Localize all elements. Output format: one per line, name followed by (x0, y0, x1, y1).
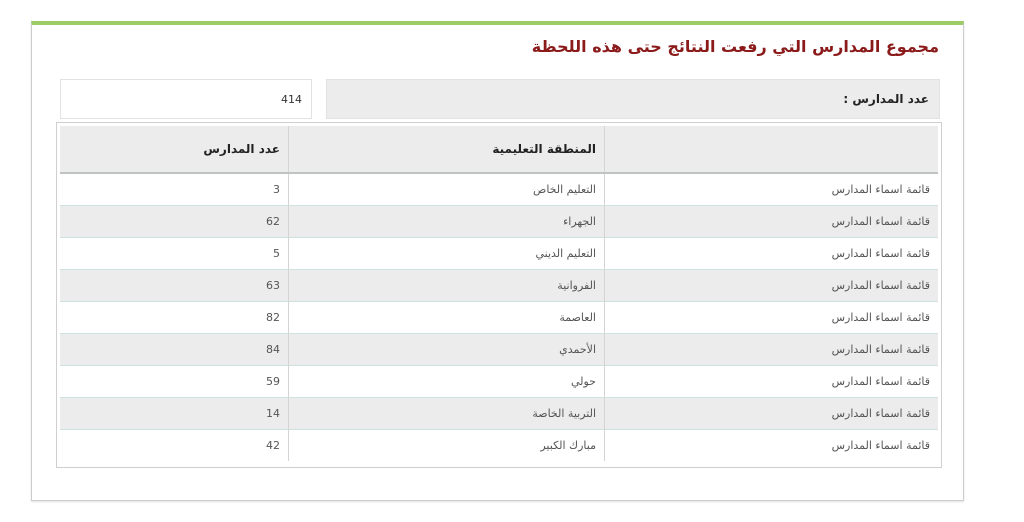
header-links (605, 126, 939, 173)
school-count-label: عدد المدارس : (326, 79, 940, 119)
results-panel (31, 21, 964, 501)
region-name: التعليم الخاص (289, 173, 605, 205)
school-list-link[interactable]: قائمة اسماء المدارس (605, 365, 939, 397)
school-list-link[interactable]: قائمة اسماء المدارس (605, 429, 939, 461)
school-list-link[interactable]: قائمة اسماء المدارس (605, 237, 939, 269)
header-region: المنطقة التعليمية (289, 126, 605, 173)
table-row (60, 397, 938, 429)
region-name: الجهراء (289, 205, 605, 237)
table-header-row (60, 126, 938, 173)
table-row (60, 365, 938, 397)
region-name: الفروانية (289, 269, 605, 301)
school-count-summary (60, 79, 940, 119)
regions-table-container (56, 122, 942, 468)
table-row (60, 269, 938, 301)
region-name: مبارك الكبير (289, 429, 605, 461)
region-name: التعليم الديني (289, 237, 605, 269)
region-name: حولي (289, 365, 605, 397)
school-count-value: 414 (60, 79, 312, 119)
table-row (60, 429, 938, 461)
school-list-link[interactable]: قائمة اسماء المدارس (605, 333, 939, 365)
school-count: 84 (60, 333, 289, 365)
regions-table (60, 126, 938, 461)
school-count: 63 (60, 269, 289, 301)
table-row (60, 333, 938, 365)
school-list-link[interactable]: قائمة اسماء المدارس (605, 173, 939, 205)
table-row (60, 301, 938, 333)
school-list-link[interactable]: قائمة اسماء المدارس (605, 269, 939, 301)
table-row (60, 173, 938, 205)
region-name: العاصمة (289, 301, 605, 333)
school-count: 42 (60, 429, 289, 461)
school-list-link[interactable]: قائمة اسماء المدارس (605, 205, 939, 237)
region-name: التربية الخاصة (289, 397, 605, 429)
school-list-link[interactable]: قائمة اسماء المدارس (605, 397, 939, 429)
table-row (60, 205, 938, 237)
school-count: 14 (60, 397, 289, 429)
school-count: 59 (60, 365, 289, 397)
school-count: 3 (60, 173, 289, 205)
panel-title: مجموع المدارس التي رفعت النتائج حتى هذه اللحظة (531, 37, 939, 56)
header-count: عدد المدارس (60, 126, 289, 173)
school-count: 82 (60, 301, 289, 333)
school-count: 5 (60, 237, 289, 269)
table-row (60, 237, 938, 269)
region-name: الأحمدي (289, 333, 605, 365)
school-list-link[interactable]: قائمة اسماء المدارس (605, 301, 939, 333)
school-count: 62 (60, 205, 289, 237)
